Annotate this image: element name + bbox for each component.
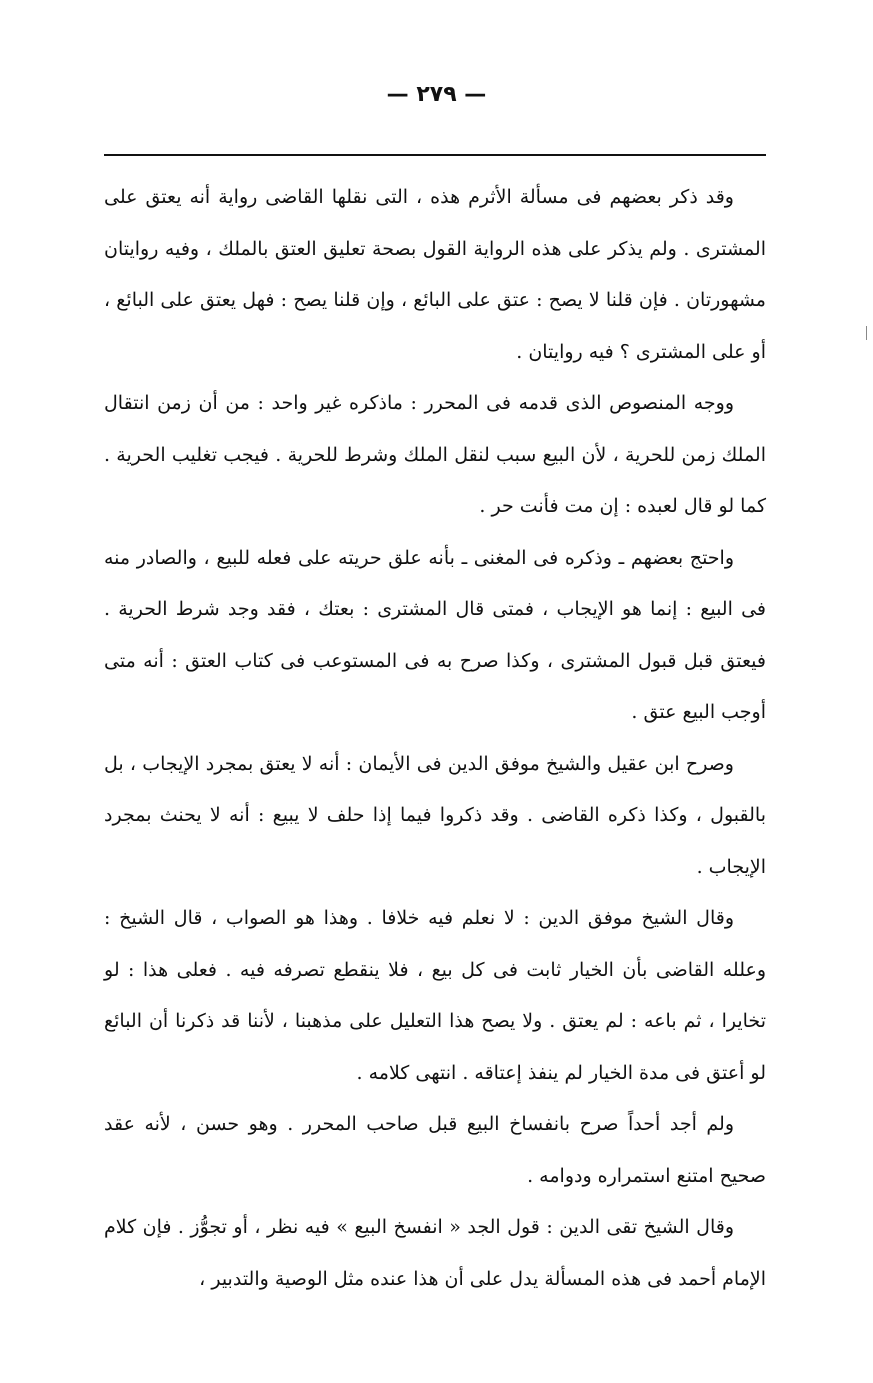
paragraph: وصرح ابن عقيل والشيخ موفق الدين فى الأيمان : أنه لا يعتق بمجرد الإيجاب ، بل بالقبول ، وكذا ذكره القاضى . وقد ذكروا فيما إذا حلف لا يبيع : أنه لا يحنث بمجرد الإيجاب . <box>104 752 766 878</box>
paragraph: وقد ذكر بعضهم فى مسألة الأثرم هذه ، التى نقلها القاضى رواية أنه يعتق على المشترى . ولم يذكر على هذه الرواية القول بصحة تعليق العتق بالملك ، وفيه روايتان مشهورتان . فإن قلنا لا يصح : عتق على البائع ، وإن قلنا يصح : فهل يعتق على البائع ، أو على المشترى ؟ فيه روايتان . <box>104 186 766 363</box>
page-number: — ٢٧٩ — <box>386 82 487 107</box>
paragraph: ووجه المنصوص الذى قدمه فى المحرر : ماذكره غير واحد : من أن زمن انتقال الملك زمن للحرية ، لأن البيع سبب لنقل الملك وشرط للحرية . فيجب تغليب الحرية . كما لو قال لعبده : إن مت فأنت حر . <box>104 392 766 517</box>
paragraph: وقال الشيخ موفق الدين : لا نعلم فيه خلافا . وهذا هو الصواب ، قال الشيخ : وعلله القاضى بأن الخيار ثابت فى كل بيع ، فلا ينقطع تصرفه فيه . فعلى هذا : لو تخايرا ، ثم باعه : لم يعتق . ولا يصح هذا التعليل على مذهبنا ، لأننا قد ذكرنا أن البائع لو أعتق فى مدة الخيار لم ينفذ إعتاقه . انتهى كلامه . <box>104 907 766 1084</box>
paragraph: واحتج بعضهم ـ وذكره فى المغنى ـ بأنه علق حريته على فعله للبيع ، والصادر منه فى البيع : إنما هو الإيجاب ، فمتى قال المشترى : بعتك ، فقد وجد شرط الحرية . فيعتق قبل قبول المشترى ، وكذا صرح به فى المستوعب فى كتاب العتق : أنه متى أوجب البيع عتق . <box>104 546 766 723</box>
body-text <box>104 172 766 1305</box>
paragraph: ولم أجد أحداً صرح بانفساخ البيع قبل صاحب المحرر . وهو حسن ، لأنه عقد صحيح امتنع استمراره ودوامه . <box>104 1113 766 1187</box>
paragraph: وقال الشيخ تقى الدين : قول الجد « انفسخ البيع » فيه نظر ، أو تجوُّز . فإن كلام الإمام أحمد فى هذه المسألة يدل على أن هذا عنده مثل الوصية والتدبير ، <box>104 1216 766 1290</box>
header-rule <box>104 154 766 156</box>
margin-mark <box>866 326 870 340</box>
